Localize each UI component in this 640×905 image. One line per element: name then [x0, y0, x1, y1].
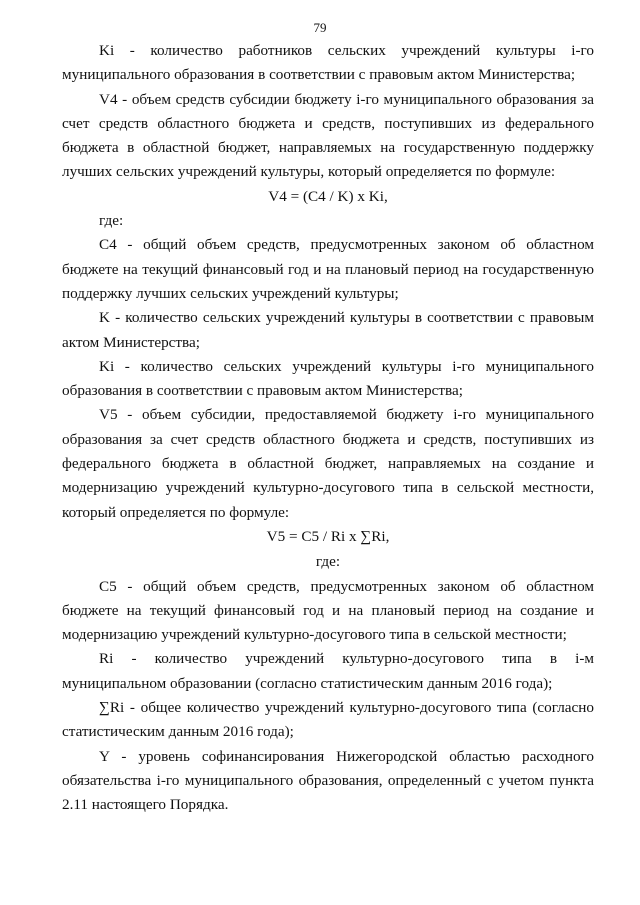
formula-v4: V4 = (C4 / K) x Ki,	[268, 187, 388, 205]
paragraph-ki-institutions: Ki - количество сельских учреждений культуры i-го муниципального образования в соответствии с правовым актом Министерства;	[62, 357, 594, 400]
paragraph-where-2: где:	[315, 553, 341, 571]
paragraph-y-definition: Y - уровень софинансирования Нижегородской областью расходного обязательства i-го муниципального образования, определенный с учетом пункта 2.11 настоящего Порядка.	[62, 747, 594, 814]
paragraph-c4-definition: C4 - общий объем средств, предусмотренных законом об областном бюджете на текущий финансовый год и на плановый период на государственную поддержку лучших сельских учреждений культуры;	[62, 236, 594, 302]
paragraph-sum-ri-definition: ∑Ri - общее количество учреждений культурно-досугового типа (согласно статистическим данным 2016 года);	[62, 699, 594, 741]
paragraph-where-1: где:	[99, 212, 124, 230]
paragraph-v5-definition: V5 - объем субсидии, предоставляемой бюджету i-го муниципального образования за счет средств областного бюджета и средств, поступивших из федерального бюджета в областной бюджет, направляемых на создание и модернизацию учреждений культурно-досугового типа в сельской местности, который определяется по формуле:	[62, 406, 594, 521]
paragraph-v4-definition: V4 - объем средств субсидии бюджету i-го муниципального образования за счет средств областного бюджета и средств, поступивших из федерального бюджета в областной бюджет, направляемых на государственную поддержку лучших сельских учреждений культуры, который определяется по формуле:	[62, 90, 594, 181]
page-number: 79	[313, 20, 327, 35]
paragraph-c5-definition: C5 - общий объем средств, предусмотренных законом об областном бюджете на текущий финансовый год и на плановый период на создание и модернизацию учреждений культурно-досугового типа в сельской местности;	[62, 577, 594, 644]
paragraph-ki-workers: Ki - количество работников сельских учреждений культуры i-го муниципального образования в соответствии с правовым актом Министерства;	[62, 42, 594, 84]
paragraph-ri-definition: Ri - количество учреждений культурно-досугового типа в i-м муниципальном образовании (согласно статистическим данным 2016 года);	[62, 650, 594, 692]
formula-v5: V5 = C5 / Ri x ∑Ri,	[266, 527, 390, 545]
document-body	[62, 39, 594, 818]
paragraph-k-definition: K - количество сельских учреждений культуры в соответствии с правовым актом Министерства;	[62, 309, 594, 351]
